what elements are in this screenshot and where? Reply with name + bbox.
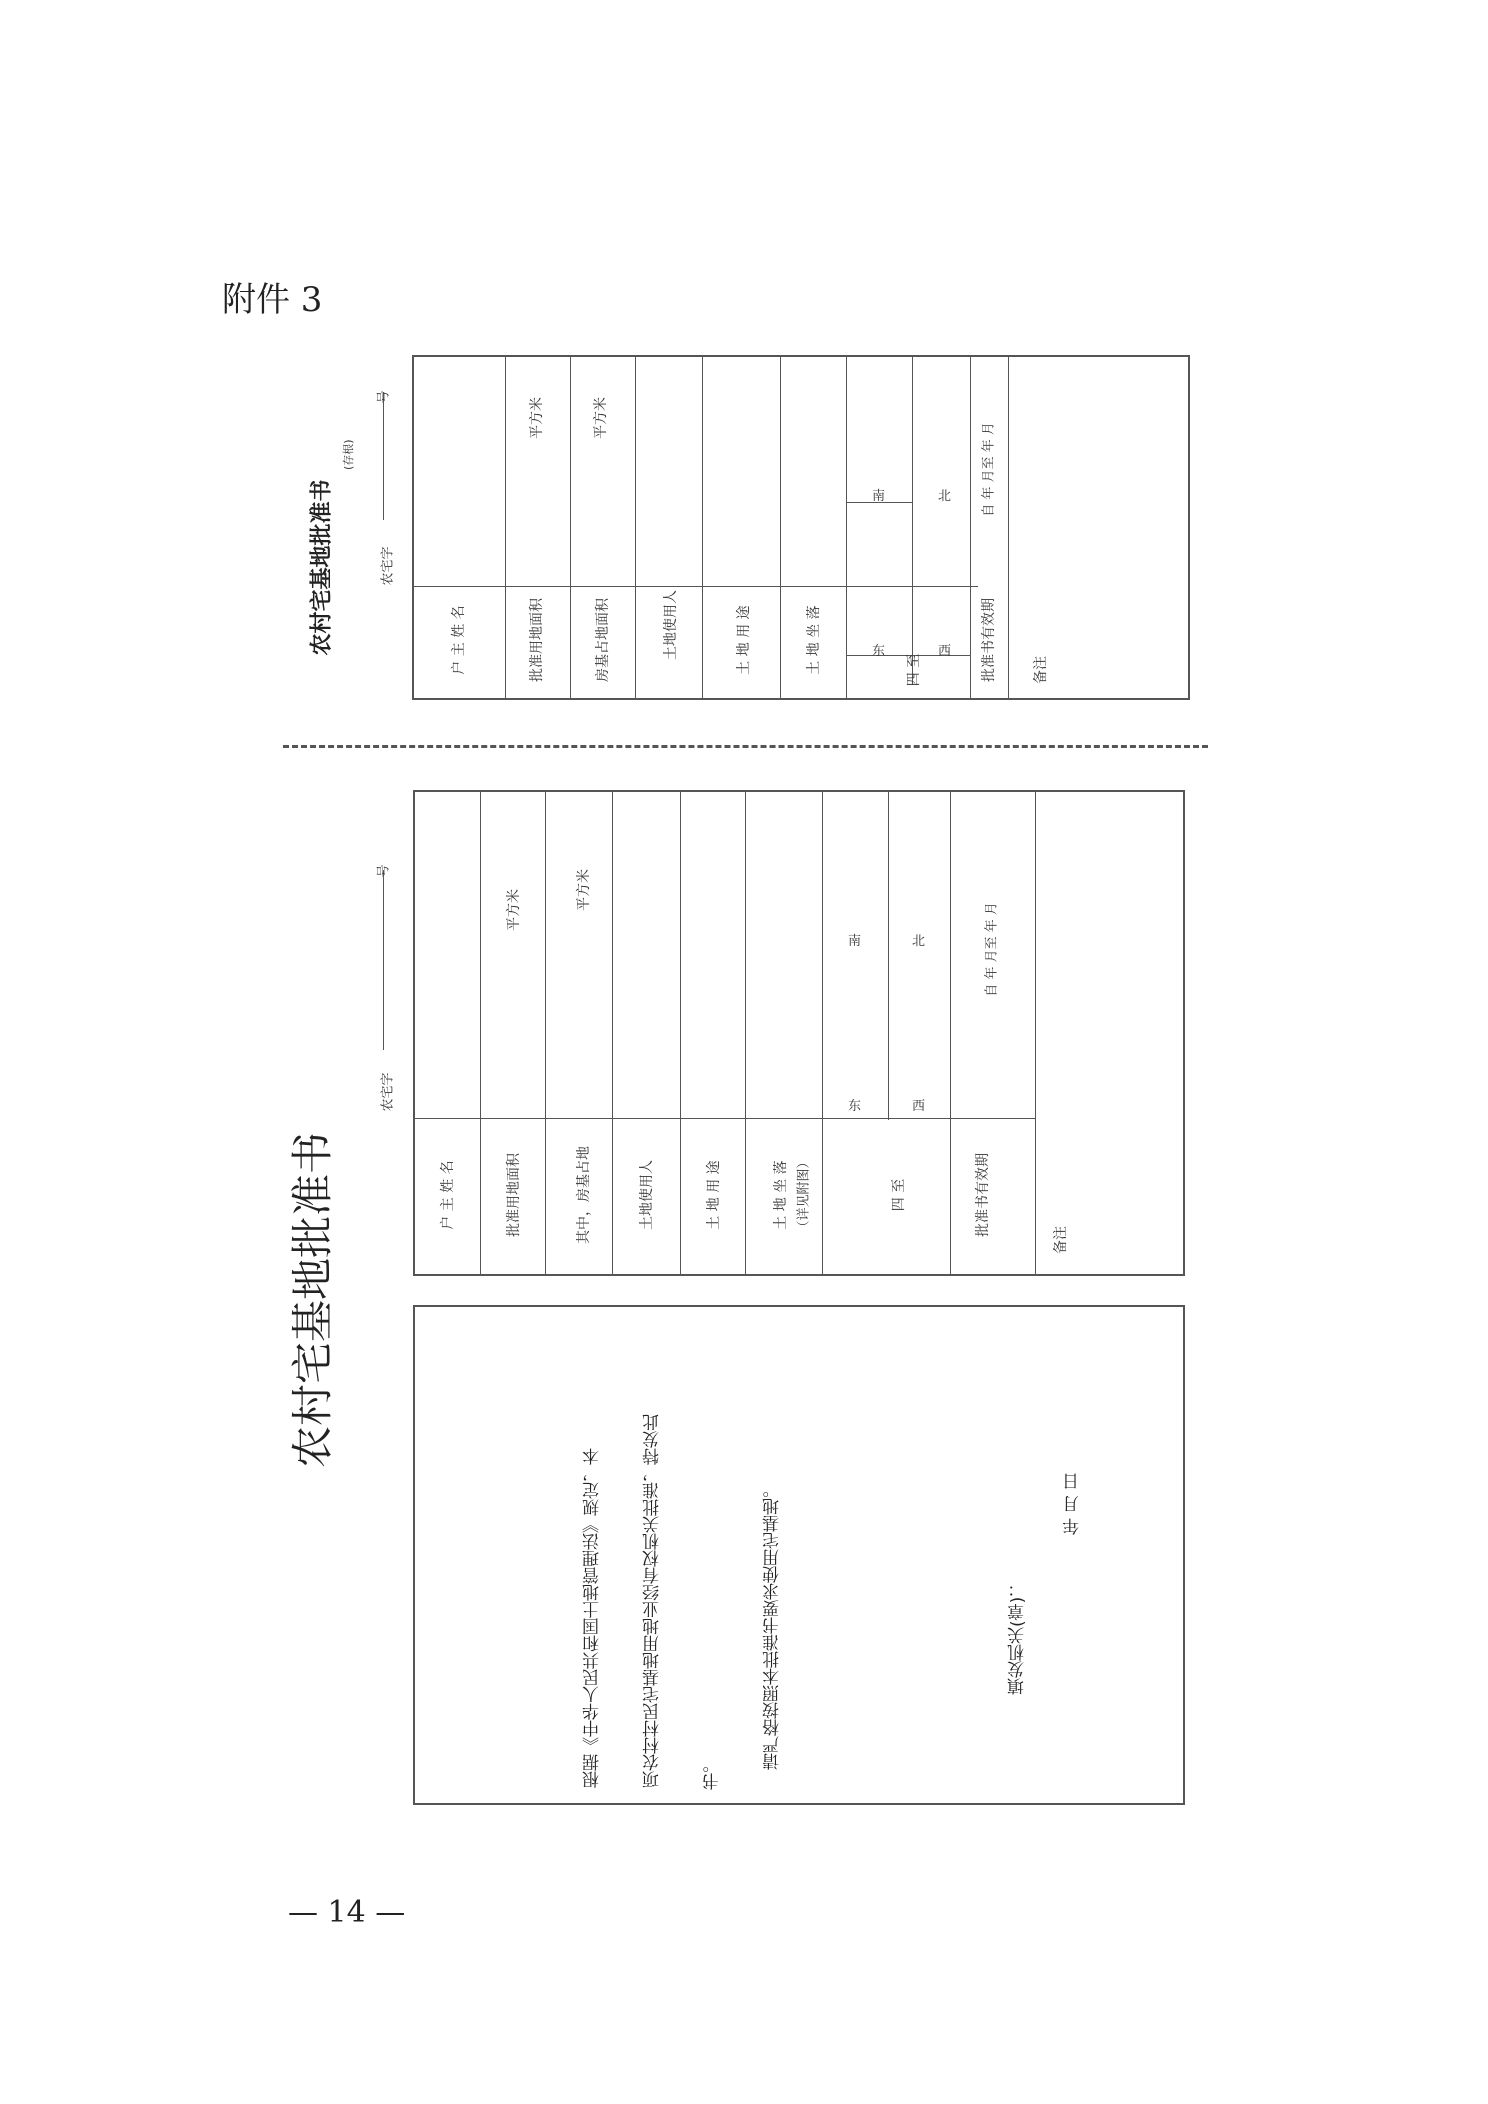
- cert-label-approved-area: 批准用地面积: [506, 1153, 522, 1237]
- cert-number-suffix: 号: [376, 864, 392, 878]
- cert-label-house-area: 其中，房基占地: [576, 1146, 592, 1244]
- cert-label-owner: 户 主 姓 名: [440, 1160, 456, 1230]
- stub-boundary-east: 东: [872, 644, 886, 659]
- cert-boundary-south: 南: [848, 934, 862, 949]
- cert-value-approved-area: 平方米: [506, 889, 522, 931]
- cut-line: [283, 745, 1208, 748]
- cert-label-location: 土 地 坐 落: [773, 1160, 789, 1230]
- stub-validity-text: 自 年 月至 年 月: [981, 422, 997, 517]
- cert-title: 农村宅基地批准书: [288, 1132, 337, 1469]
- notice-para4: 请严格按照本批准书要求使用宅基地。: [763, 1481, 783, 1770]
- stub-boundary-north: 北: [938, 489, 952, 504]
- stub-title-note: (存根): [342, 439, 355, 470]
- cert-label-location-sub: （详见附图）: [796, 1155, 812, 1234]
- page-number: — 14 —: [288, 1895, 406, 1930]
- stub-boundary-west: 西: [938, 644, 952, 659]
- stub-number-line: [383, 392, 384, 520]
- stub-label-user: 土地使用人: [663, 590, 679, 660]
- cert-label-user: 土地使用人: [639, 1160, 655, 1230]
- cert-boundary-north: 北: [912, 934, 926, 949]
- cert-number-line: [383, 870, 384, 1050]
- cert-label-remarks: 备注: [1053, 1226, 1069, 1254]
- stub-label-owner: 户 主 姓 名: [451, 605, 467, 675]
- cert-number-prefix: 农宅字: [380, 1072, 396, 1112]
- cert-boundary-west: 西: [912, 1099, 926, 1114]
- stub-boundary-south: 南: [872, 489, 886, 504]
- cert-value-house-area: 平方米: [576, 869, 592, 911]
- notice-para3: 书。: [703, 1756, 723, 1790]
- stub-label-usage: 土 地 用 途: [736, 605, 752, 675]
- cert-boundary-east: 东: [848, 1099, 862, 1114]
- stub-number-prefix: 农宅字: [380, 546, 396, 586]
- notice-para2: 项农村村民宅基地用地业经有权机关批准，特发此: [643, 1414, 663, 1788]
- cert-label-validity: 批准书有效期: [975, 1153, 991, 1237]
- stub-label-location: 土 地 坐 落: [806, 605, 822, 675]
- cert-validity-text: 自 年 月至 年 月: [984, 902, 1000, 997]
- cert-label-boundary: 四 至: [891, 1178, 907, 1212]
- stub-title: 农村宅基地批准书: [308, 479, 335, 656]
- cert-notice-box: [413, 1305, 1185, 1805]
- stub-label-remarks: 备注: [1033, 656, 1049, 684]
- notice-date: 年 月 日: [1063, 1473, 1083, 1535]
- notice-para1: 根据《中华人民共和国土地管理法》规定，本: [583, 1448, 603, 1788]
- stub-value-approved-area: 平方米: [529, 397, 545, 439]
- stub-label-boundary: 四 至: [906, 653, 922, 687]
- notice-issuer: 填发机关(章)：: [1008, 1579, 1028, 1695]
- cert-label-usage: 土 地 用 途: [706, 1160, 722, 1230]
- stub-label-validity: 批准书有效期: [981, 598, 997, 682]
- stub-value-house-area: 平方米: [593, 397, 609, 439]
- attachment-label: 附件 3: [222, 280, 323, 320]
- stub-number-suffix: 号: [376, 390, 392, 404]
- stub-label-approved-area: 批准用地面积: [529, 598, 545, 682]
- stub-label-house-area: 房基占地面积: [595, 598, 611, 682]
